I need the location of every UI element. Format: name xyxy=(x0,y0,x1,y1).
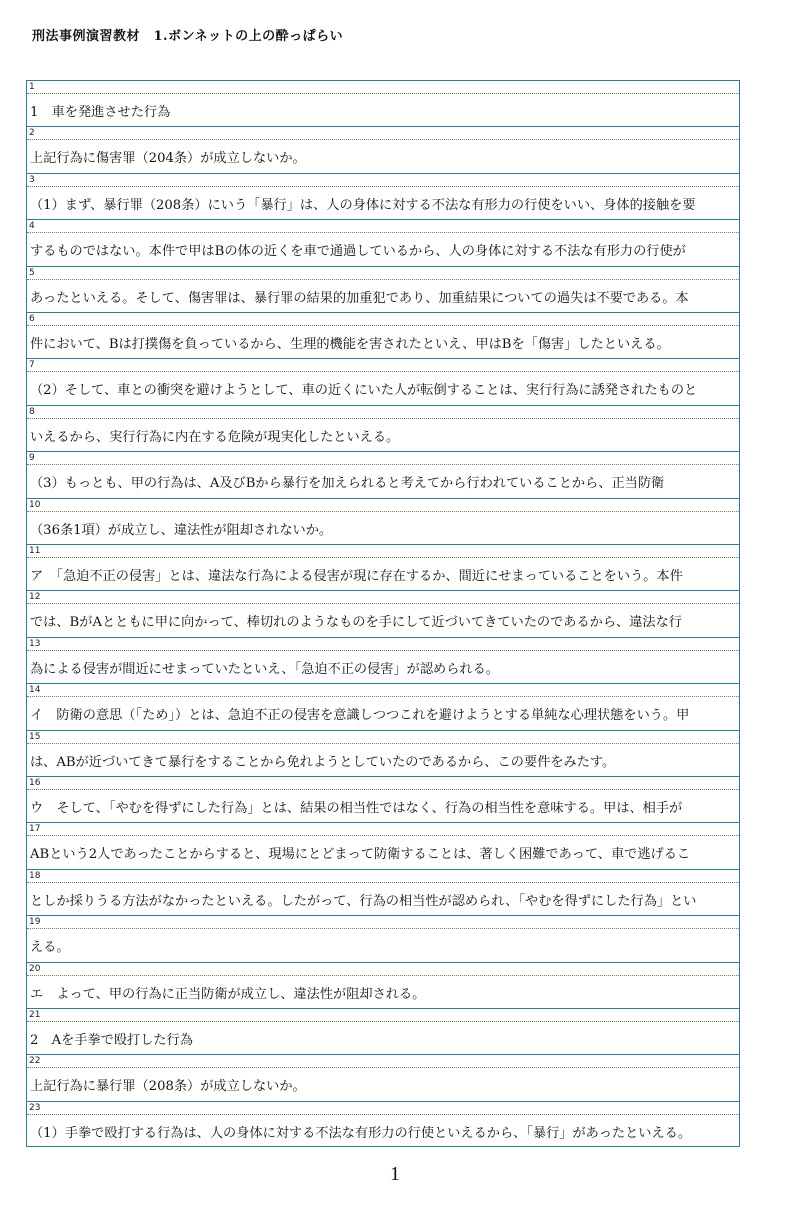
line-text: 1 車を発進させた行為 xyxy=(30,105,171,120)
dotted-rule-divider xyxy=(27,1021,739,1022)
text-line-row xyxy=(27,684,739,730)
line-number: 18 xyxy=(29,870,41,881)
dotted-rule-divider xyxy=(27,603,739,604)
line-text: ウ そして、「やむを得ずにした行為」とは、結果の相当性ではなく、行為の相当性を意味する。甲は、相手が xyxy=(30,801,683,816)
dotted-rule-divider xyxy=(27,139,739,140)
text-line-row xyxy=(27,1102,739,1148)
line-number: 19 xyxy=(29,917,41,928)
dotted-rule-divider xyxy=(27,1067,739,1068)
dotted-rule-divider xyxy=(27,511,739,512)
dotted-rule-divider xyxy=(27,789,739,790)
numbered-line-sheet xyxy=(26,80,740,1147)
line-number: 1 xyxy=(29,82,35,92)
line-number: 10 xyxy=(29,499,41,510)
line-number: 23 xyxy=(29,1102,41,1113)
line-number: 16 xyxy=(29,778,41,788)
dotted-rule-divider xyxy=(27,371,739,372)
dotted-rule-divider xyxy=(27,325,739,326)
dotted-rule-divider xyxy=(27,232,739,233)
line-text: （3）もっとも、甲の行為は、A及びBから暴行を加えられると考えてから行われていることから、正当防衛 xyxy=(30,476,665,492)
line-number: 12 xyxy=(29,592,41,603)
text-line-row xyxy=(27,127,739,173)
line-number: 4 xyxy=(29,221,35,232)
line-text: 2 Aを手拳で殴打した行為 xyxy=(30,1033,193,1048)
line-text: エ よって、甲の行為に正当防衛が成立し、違法性が阻却される。 xyxy=(30,986,426,1002)
text-line-row xyxy=(27,406,739,452)
line-text: 上記行為に傷害罪（204条）が成立しないか。 xyxy=(30,151,306,167)
line-text: するものではない。本件で甲はBの体の近くを車で通過しているから、人の身体に対する不法な有形力の行使が xyxy=(30,244,686,260)
line-number: 11 xyxy=(29,546,41,556)
text-line-row xyxy=(27,870,739,916)
line-text: は、ABが近づいてきて暴行をすることから免れようとしていたのであるから、この要件をみたす。 xyxy=(30,754,616,770)
line-number: 13 xyxy=(29,638,41,649)
text-line-row xyxy=(27,545,739,591)
line-text: 件において、Bは打撲傷を負っているから、生理的機能を害されたといえ、甲はBを「傷害」したといえる。 xyxy=(30,337,670,352)
text-line-row xyxy=(27,963,739,1009)
dotted-rule-divider xyxy=(27,835,739,836)
line-text: では、BがAとともに甲に向かって、棒切れのようなものを手にして近づいてきていたのであるから、違法な行 xyxy=(30,615,682,631)
text-line-row xyxy=(27,313,739,359)
text-line-row xyxy=(27,174,739,220)
text-line-row xyxy=(27,916,739,962)
line-number: 5 xyxy=(29,267,35,278)
text-line-row xyxy=(27,638,739,684)
dotted-rule-divider xyxy=(27,418,739,419)
line-number: 22 xyxy=(29,1056,41,1067)
dotted-rule-divider xyxy=(27,186,739,187)
page-number: 1 xyxy=(390,1163,400,1185)
text-line-row xyxy=(27,731,739,777)
text-line-row xyxy=(27,1009,739,1055)
dotted-rule-divider xyxy=(27,557,739,558)
line-number: 17 xyxy=(29,824,41,835)
line-number: 15 xyxy=(29,731,41,742)
dotted-rule-divider xyxy=(27,975,739,976)
line-text: ABという2人であったことからすると、現場にとどまって防衛することは、著しく困難であって、車で逃げるこ xyxy=(30,847,691,863)
line-text: としか採りうる方法がなかったといえる。したがって、行為の相当性が認められ、「やむを得ずにした行為」とい xyxy=(30,893,697,909)
dotted-rule-divider xyxy=(27,279,739,280)
line-text: える。 xyxy=(30,940,70,956)
text-line-row xyxy=(27,1055,739,1101)
dotted-rule-divider xyxy=(27,464,739,465)
dotted-rule-divider xyxy=(27,650,739,651)
line-text: いえるから、実行行為に内在する危険が現実化したといえる。 xyxy=(30,429,400,445)
line-text: （1）まず、暴行罪（208条）にいう「暴行」は、人の身体に対する不法な有形力の行使をいい、身体的接触を要 xyxy=(30,197,696,213)
text-line-row xyxy=(27,499,739,545)
text-line-row xyxy=(27,823,739,869)
line-text: あったといえる。そして、傷害罪は、暴行罪の結果的加重犯であり、加重結果についての過失は不要である。本 xyxy=(30,290,689,306)
text-line-row xyxy=(27,591,739,637)
dotted-rule-divider xyxy=(27,928,739,929)
line-text: ア 「急迫不正の侵害」とは、違法な行為による侵害が現に存在するか、間近にせまっていることをいう。本件 xyxy=(30,569,683,584)
line-text: イ 防衛の意思（「ため」）とは、急迫不正の侵害を意識しつつこれを避けようとする単純な心理状態をいう。甲 xyxy=(30,708,690,724)
text-line-row xyxy=(27,81,739,127)
line-text: （36条1項）が成立し、違法性が阻却されないか。 xyxy=(30,522,333,538)
text-line-row xyxy=(27,220,739,266)
text-line-row xyxy=(27,452,739,498)
line-number: 21 xyxy=(29,1010,41,1020)
line-number: 2 xyxy=(29,128,35,139)
line-number: 8 xyxy=(29,406,35,417)
line-number: 20 xyxy=(29,963,41,974)
document-header-title: 刑法事例演習教材 1.ボンネットの上の酔っぱらい xyxy=(32,29,344,44)
line-text: 上記行為に暴行罪（208条）が成立しないか。 xyxy=(30,1079,306,1095)
dotted-rule-divider xyxy=(27,1114,739,1115)
line-number: 14 xyxy=(29,685,41,696)
line-number: 9 xyxy=(29,453,35,464)
dotted-rule-divider xyxy=(27,882,739,883)
line-text: （1）手拳で殴打する行為は、人の身体に対する不法な有形力の行使といえるから、「暴行」があったといえる。 xyxy=(30,1125,692,1141)
text-line-row xyxy=(27,267,739,313)
dotted-rule-divider xyxy=(27,696,739,697)
line-text: （2）そして、車との衝突を避けようとして、車の近くにいた人が転倒することは、実行行為に誘発されたものと xyxy=(30,383,698,399)
dotted-rule-divider xyxy=(27,743,739,744)
text-line-row xyxy=(27,777,739,823)
dotted-rule-divider xyxy=(27,93,739,94)
text-line-row xyxy=(27,359,739,405)
line-number: 3 xyxy=(29,174,35,185)
line-number: 7 xyxy=(29,360,35,371)
line-text: 為による侵害が間近にせまっていたといえ、「急迫不正の侵害」が認められる。 xyxy=(30,661,499,677)
line-number: 6 xyxy=(29,314,35,324)
